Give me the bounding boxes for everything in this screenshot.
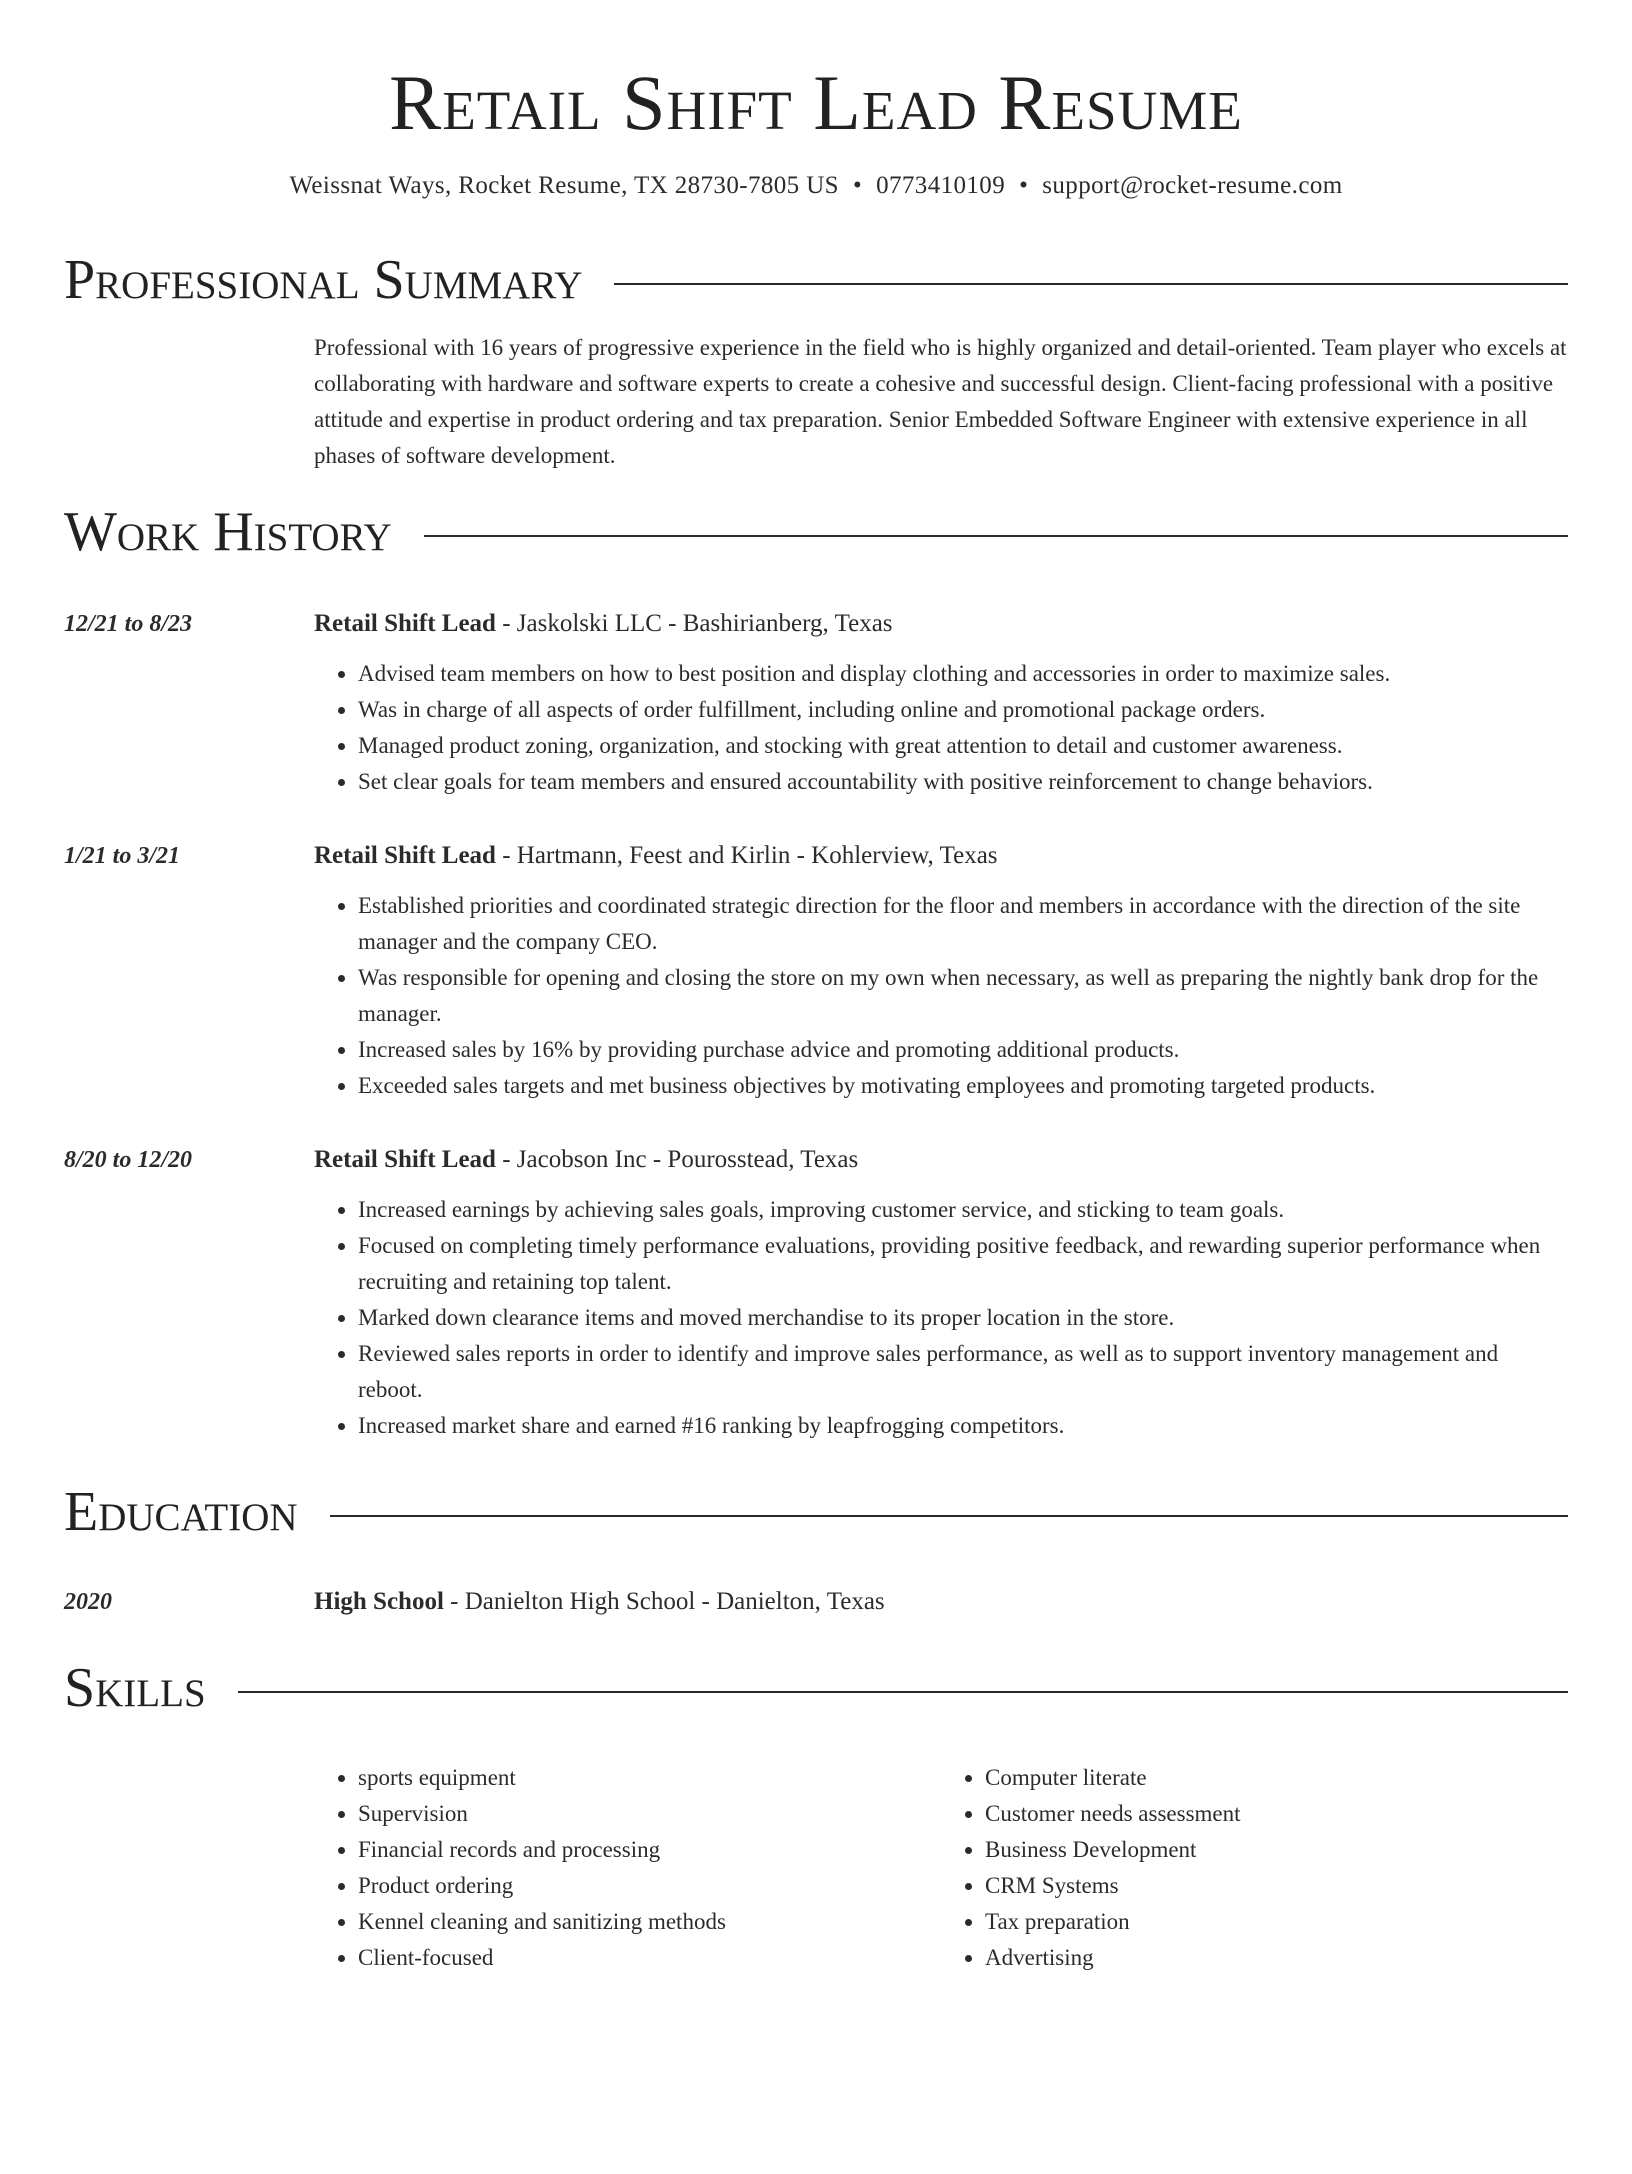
job-title: Retail Shift Lead — [314, 1145, 496, 1173]
section-divider — [238, 1691, 1568, 1693]
job-dates: 1/21 to 3/21 — [64, 842, 181, 869]
skill-item: • Computer literate — [985, 1760, 1568, 1796]
job-body — [314, 1142, 1568, 1444]
skills-section-title: Skills — [64, 1656, 206, 1719]
section-divider — [424, 535, 1568, 537]
resume-name: Retail Shift Lead Resume — [389, 59, 1243, 146]
skills-section-header — [64, 1656, 1568, 1719]
job-dates: 12/21 to 8/23 — [64, 610, 193, 637]
job-dates: 8/20 to 12/20 — [64, 1146, 193, 1173]
skill-item: • Product ordering — [358, 1868, 941, 1904]
skill-item: • Client-focused — [358, 1940, 941, 1976]
job-bullet: • Increased earnings by achieving sales goals, improving customer service, and sticking to team goals. — [358, 1192, 1568, 1228]
job-bullet: • Increased sales by 16% by providing purchase advice and promoting additional products. — [358, 1032, 1568, 1068]
job-bullet: • Advised team members on how to best position and display clothing and accessories in order to maximize sales. — [358, 656, 1568, 692]
job-body — [314, 838, 1568, 1104]
job-bullets — [314, 1192, 1568, 1444]
job-title: Retail Shift Lead — [314, 609, 496, 637]
contact-line — [64, 172, 1568, 200]
skills-column-left — [314, 1760, 941, 1976]
education-body — [314, 1584, 1568, 1620]
summary-section-header — [64, 248, 1568, 311]
education-entry — [64, 1584, 1568, 1620]
skill-item: • Supervision — [358, 1796, 941, 1832]
summary-text: Professional with 16 years of progressive experience in the field who is highly organized and detail-oriented. Team player who excels at collaborating with hardware and software experts to create a cohesive and successful design. Client-facing professional with a positive attitude and expertise in product ordering and tax preparation. Senior Embedded Software Engineer with extensive experience in all phases of software development. — [314, 334, 1567, 468]
job-title: Retail Shift Lead — [314, 841, 496, 869]
work-section-header — [64, 500, 1568, 563]
summary-section-title: Professional Summary — [64, 248, 583, 311]
job-bullet: • Was in charge of all aspects of order fulfillment, including online and promotional package orders. — [358, 692, 1568, 728]
job-entry — [64, 606, 1568, 800]
section-divider — [330, 1515, 1568, 1517]
contact-address: Weissnat Ways, Rocket Resume, TX 28730-7805 US — [289, 171, 839, 199]
job-entry — [64, 838, 1568, 1104]
job-bullet: • Managed product zoning, organization, and stocking with great attention to detail and customer awareness. — [358, 728, 1568, 764]
job-company: - Jacobson Inc - Pourosstead, Texas — [495, 1145, 859, 1173]
skill-item: • Kennel cleaning and sanitizing methods — [358, 1904, 941, 1940]
education-degree: High School — [314, 1587, 444, 1615]
education-year: 2020 — [64, 1588, 112, 1615]
skill-item: • Customer needs assessment — [985, 1796, 1568, 1832]
job-bullet: • Established priorities and coordinated strategic direction for the floor and members in accordance with the direction of the site manager and the company CEO. — [358, 888, 1568, 960]
education-heading — [314, 1584, 1568, 1620]
job-heading — [314, 1142, 1568, 1178]
job-company: - Jaskolski LLC - Bashirianberg, Texas — [495, 609, 893, 637]
job-bullets — [314, 656, 1568, 800]
contact-phone: 0773410109 — [876, 171, 1006, 199]
education-section-header — [64, 1480, 1568, 1543]
resume-page — [0, 59, 1632, 2174]
education-school: - Danielton High School - Danielton, Texas — [443, 1587, 885, 1615]
job-bullet: • Marked down clearance items and moved merchandise to its proper location in the store. — [358, 1300, 1568, 1336]
job-bullet: • Exceeded sales targets and met business objectives by motivating employees and promoting targeted products. — [358, 1068, 1568, 1104]
skills-column-right — [941, 1760, 1568, 1976]
skill-item: • Financial records and processing — [358, 1832, 941, 1868]
job-heading — [314, 606, 1568, 642]
contact-separator: • — [852, 171, 863, 199]
skill-item: • sports equipment — [358, 1760, 941, 1796]
job-bullet: • Focused on completing timely performance evaluations, providing positive feedback, and rewarding superior performance when recruiting and retaining top talent. — [358, 1228, 1568, 1300]
education-section-title: Education — [64, 1480, 298, 1543]
job-bullets — [314, 888, 1568, 1104]
job-bullet: • Increased market share and earned #16 ranking by leapfrogging competitors. — [358, 1408, 1568, 1444]
contact-email: support@rocket-resume.com — [1042, 171, 1343, 199]
job-body — [314, 606, 1568, 800]
job-bullet: • Reviewed sales reports in order to identify and improve sales performance, as well as to support inventory management and reboot. — [358, 1336, 1568, 1408]
skill-item: • Business Development — [985, 1832, 1568, 1868]
job-bullet: • Set clear goals for team members and ensured accountability with positive reinforcement to change behaviors. — [358, 764, 1568, 800]
job-bullet: • Was responsible for opening and closing the store on my own when necessary, as well as preparing the nightly bank drop for the manager. — [358, 960, 1568, 1032]
job-heading — [314, 838, 1568, 874]
skill-item: • CRM Systems — [985, 1868, 1568, 1904]
section-divider — [614, 283, 1568, 285]
job-company: - Hartmann, Feest and Kirlin - Kohlerview, Texas — [495, 841, 998, 869]
skills-list — [314, 1760, 1568, 1976]
skill-item: • Tax preparation — [985, 1904, 1568, 1940]
job-entry — [64, 1142, 1568, 1444]
work-section-title: Work History — [64, 500, 392, 563]
contact-separator: • — [1019, 171, 1029, 199]
skill-item: • Advertising — [985, 1940, 1568, 1976]
